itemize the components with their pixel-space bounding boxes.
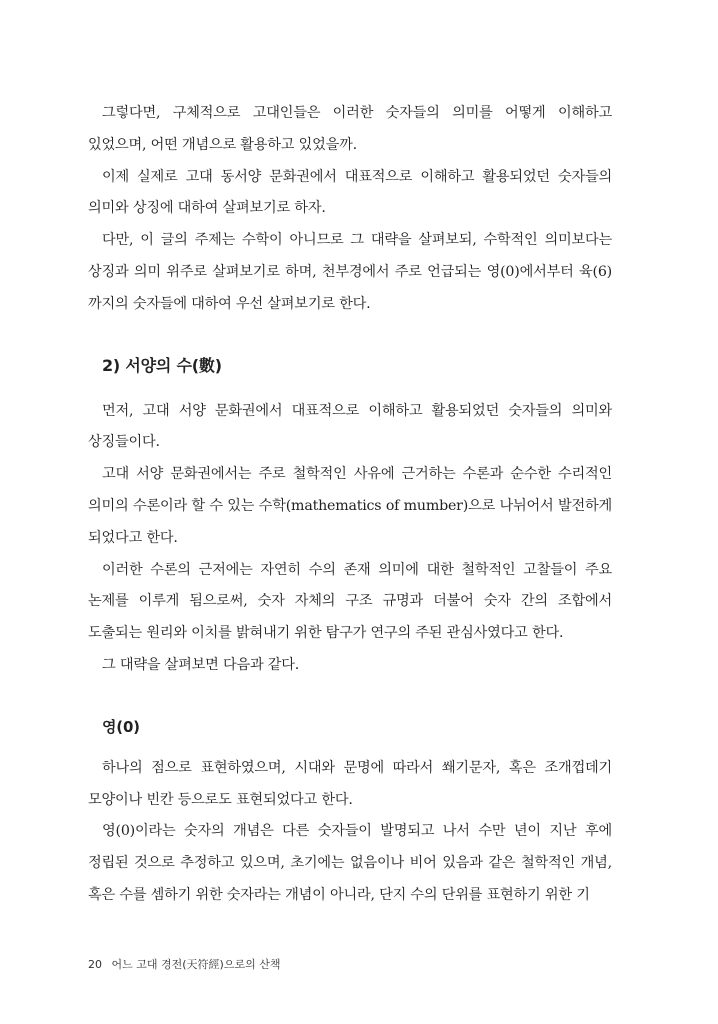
page-number: 20 <box>88 958 102 971</box>
body-paragraph: 그렇다면, 구체적으로 고대인들은 이러한 숫자들의 의미를 어떻게 이해하고 있었으며, 어떤 개념으로 활용하고 있었을까. <box>88 105 612 153</box>
body-paragraph: 먼저, 고대 서양 문화권에서 대표적으로 이해하고 활용되었던 숫자들의 의미와 상징들이다. <box>88 402 612 451</box>
body-paragraph: 고대 서양 문화권에서는 주로 철학적인 사유에 근거하는 수론과 순수한 수리적인 의미의 수론이라 할 수 있는 수학(mathematics of mumber)으로 나뉘어서 발전하게 되었다고 한다. <box>88 466 612 546</box>
book-title: 어느 고대 경전(天符經)으로의 산책 <box>111 958 281 971</box>
subsection-heading: 영(0) <box>102 717 140 736</box>
body-paragraph: 그 대략을 살펴보면 다음과 같다. <box>102 656 300 673</box>
body-paragraph: 이제 실제로 고대 동서양 문화권에서 대표적으로 이해하고 활용되었던 숫자들의 의미와 상징에 대하여 살펴보기로 하자. <box>88 168 612 217</box>
section-heading: 2) 서양의 수(數) <box>102 355 222 375</box>
body-paragraph: 하나의 점으로 표현하였으며, 시대와 문명에 따라서 쐐기문자, 혹은 조개껍데기 모양이나 빈칸 등으로도 표현되었다고 한다. <box>88 759 612 808</box>
page-body <box>88 98 612 912</box>
page-footer <box>88 956 286 972</box>
body-paragraph: 영(0)이라는 숫자의 개념은 다른 숫자들이 발명되고 나서 수만 년이 지난 후에 정립된 것으로 추정하고 있으며, 초기에는 없음이나 비어 있음과 같은 철학적인 개념, 혹은 수를 셈하기 위한 숫자라는 개념이 아니라, 단지 수의 단위를 표현하기 위한 기 <box>88 823 612 903</box>
body-paragraph: 다만, 이 글의 주제는 수학이 아니므로 그 대략을 살펴보되, 수학적인 의미보다는 상징과 의미 위주로 살펴보기로 하며, 천부경에서 주로 언급되는 영(0)에서부터 육(6)까지의 숫자들에 대하여 우선 살펴보기로 한다. <box>88 232 612 312</box>
body-paragraph: 이러한 수론의 근저에는 자연히 수의 존재 의미에 대한 철학적인 고찰들이 주요 논제를 이루게 됨으로써, 숫자 자체의 구조 규명과 더불어 숫자 간의 조합에서 도출되는 원리와 이치를 밝혀내기 위한 탐구가 연구의 주된 관심사였다고 한다. <box>88 561 612 642</box>
